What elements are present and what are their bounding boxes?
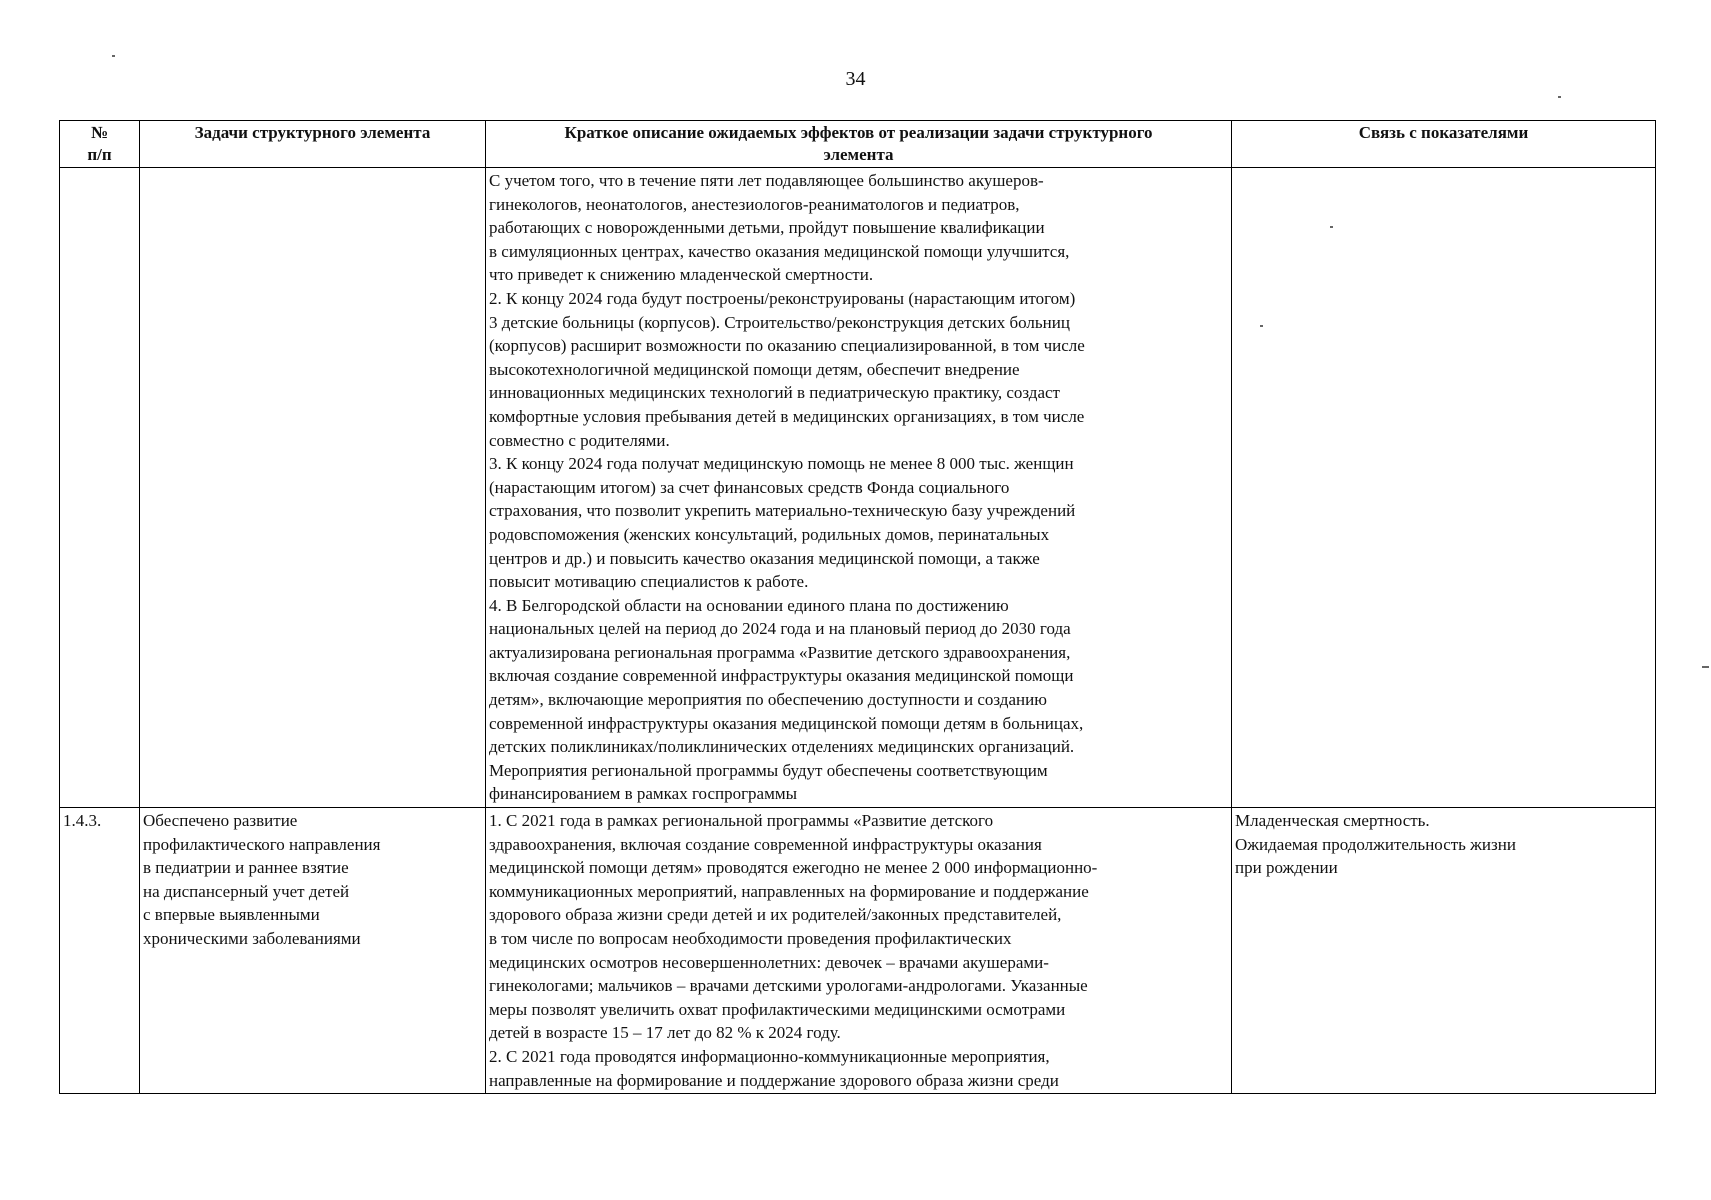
text-line: профилактического направления <box>143 834 381 854</box>
text-line: 2. К концу 2024 года будут построены/реконструированы (нарастающим итогом) <box>489 288 1076 308</box>
text-line: национальных целей на период до 2024 года и на плановый период до 2030 года <box>489 619 1071 639</box>
text-line: меры позволят увеличить охват профилактическими медицинскими осмотрами <box>489 999 1066 1019</box>
text-line: (нарастающим итогом) за счет финансовых средств Фонда социального <box>489 477 1010 497</box>
task-cell <box>140 168 486 808</box>
description-cell <box>486 168 1232 808</box>
text-line: повысит мотивацию специалистов к работе. <box>489 572 809 592</box>
text-line: 4. В Белгородской области на основании единого плана по достижению <box>489 595 1009 615</box>
text-line: детских поликлиниках/поликлинических отделениях медицинских организаций. <box>489 737 1075 757</box>
text-line: центров и др.) и повысить качество оказания медицинской помощи, а также <box>489 548 1040 568</box>
text-line: здравоохранения, включая создание современной инфраструктуры оказания <box>489 834 1042 854</box>
text-line: гинекологов, неонатологов, анестезиологов-реаниматологов и педиатров, <box>489 194 1020 214</box>
text-line: хроническими заболеваниями <box>143 929 361 948</box>
text-line: С учетом того, что в течение пяти лет подавляющее большинство акушеров- <box>489 171 1044 190</box>
text-line: 3 детские больницы (корпусов). Строительство/реконструкция детских больниц <box>489 312 1070 332</box>
text-line: в педиатрии и раннее взятие <box>143 858 349 878</box>
text-line: работающих с новорожденными детьми, пройдут повышение квалификации <box>489 218 1045 238</box>
row-number <box>60 168 140 808</box>
text-line: при рождении <box>1235 858 1338 878</box>
scan-speck <box>112 55 115 57</box>
text-line: 1. С 2021 года в рамках региональной программы «Развитие детского <box>489 811 994 831</box>
text-line: направленные на формирование и поддержание здорового образа жизни среди <box>489 1070 1059 1090</box>
text-line: включая создание современной инфраструктуры оказания медицинской помощи <box>489 666 1074 686</box>
text-line: актуализирована региональная программа «Развитие детского здравоохранения, <box>489 642 1071 662</box>
row-number: 1.4.3. <box>60 808 140 1094</box>
header-tasks: Задачи структурного элемента <box>140 121 486 168</box>
scan-speck <box>1330 226 1333 228</box>
text-line: Младенческая смертность. <box>1235 811 1430 831</box>
text-line: гинекологами; мальчиков – врачами детскими урологами-андрологами. Указанные <box>489 976 1088 996</box>
task-cell <box>140 808 486 1094</box>
text-line: что приведет к снижению младенческой смертности. <box>489 265 874 285</box>
text-line: (корпусов) расширит возможности по оказанию специализированной, в том числе <box>489 336 1085 356</box>
text-line: страхования, что позволит укрепить материально-техническую базу учреждений <box>489 501 1076 521</box>
text-line: современной инфраструктуры оказания медицинской помощи детям в больницах, <box>489 713 1084 733</box>
text-line: медицинской помощи детям» проводятся ежегодно не менее 2 000 информационно- <box>489 858 1098 878</box>
scan-speck <box>1558 96 1561 98</box>
structural-element-table <box>59 120 1656 1094</box>
text-line: Мероприятия региональной программы будут обеспечены соответствующим <box>489 760 1048 780</box>
indicators-cell <box>1232 168 1656 808</box>
text-line: детей в возрасте 15 – 17 лет до 82 % к 2024 году. <box>489 1023 841 1043</box>
text-line: в симуляционных центрах, качество оказания медицинской помощи улучшится, <box>489 241 1070 261</box>
table-row <box>60 168 1656 808</box>
text-line: высокотехнологичной медицинской помощи детям, обеспечит внедрение <box>489 359 1020 379</box>
text-line: 3. К концу 2024 года получат медицинскую помощь не менее 8 000 тыс. женщин <box>489 454 1074 474</box>
table-header-row <box>60 121 1656 168</box>
text-line: совместно с родителями. <box>489 430 670 450</box>
text-line: комфортные условия пребывания детей в медицинских организациях, в том числе <box>489 406 1085 426</box>
text-line: Обеспечено развитие <box>143 811 298 831</box>
text-line: здорового образа жизни среди детей и их родителей/законных представителей, <box>489 905 1062 925</box>
text-line: с впервые выявленными <box>143 905 320 925</box>
scan-speck <box>1702 666 1709 668</box>
text-line: Ожидаемая продолжительность жизни <box>1235 834 1516 854</box>
description-cell <box>486 808 1232 1094</box>
table-row <box>60 808 1656 1094</box>
header-description: Краткое описание ожидаемых эффектов от реализации задачи структурного элемента <box>486 121 1232 168</box>
text-line: родовспоможения (женских консультаций, родильных домов, перинатальных <box>489 524 1050 544</box>
scan-speck <box>1260 325 1263 327</box>
text-line: коммуникационных мероприятий, направленных на формирование и поддержание <box>489 881 1089 901</box>
text-line: 2. С 2021 года проводятся информационно-коммуникационные мероприятия, <box>489 1046 1050 1066</box>
text-line: детям», включающие мероприятия по обеспечению доступности и созданию <box>489 690 1047 710</box>
text-line: финансированием в рамках госпрограммы <box>489 784 798 804</box>
indicators-cell <box>1232 808 1656 1094</box>
text-line: инновационных медицинских технологий в педиатрическую практику, создаст <box>489 383 1060 403</box>
text-line: медицинских осмотров несовершеннолетних: девочек – врачами акушерами- <box>489 952 1049 972</box>
header-number: № п/п <box>60 121 140 168</box>
text-line: на диспансерный учет детей <box>143 881 350 901</box>
page-number: 34 <box>845 68 866 90</box>
header-indicators: Связь с показателями <box>1232 121 1656 168</box>
text-line: в том числе по вопросам необходимости проведения профилактических <box>489 929 1012 948</box>
